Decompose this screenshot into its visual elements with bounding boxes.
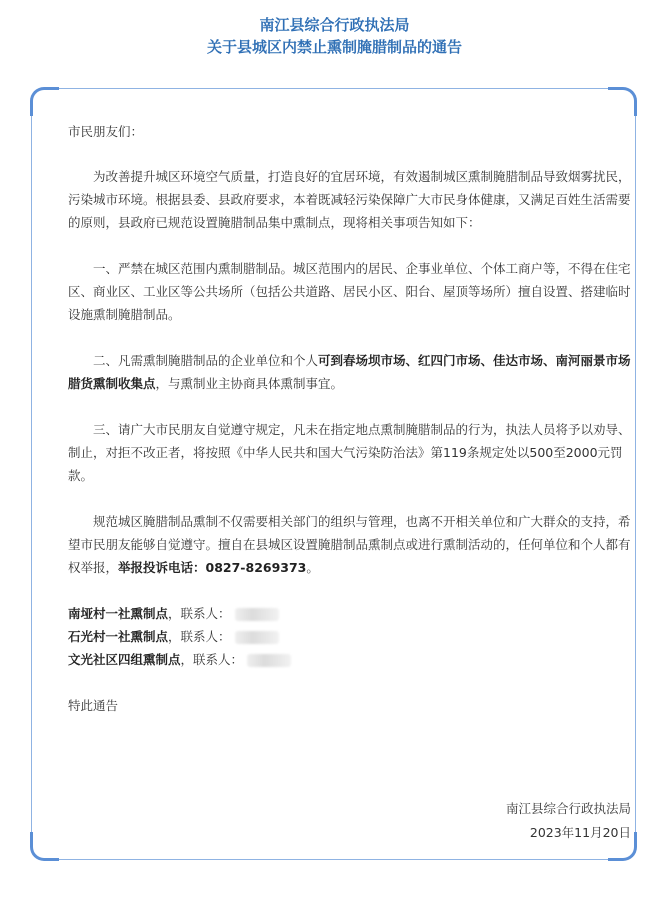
redacted-contact [235, 631, 279, 644]
redacted-contact [247, 654, 291, 667]
frame-corner-top-left [30, 87, 59, 116]
intro-text: 为改善提升城区环境空气质量，打造良好的宜居环境，有效遏制城区熏制腌腊制品导致烟雾扰民，污染城市环境。根据县委、县政府要求，本着既减轻污染保障广大市民身体健康，又满足百姓生活需要的原则，县政府已规范设置腌腊制品集中熏制点，现将相关事项告知如下： [68, 169, 631, 230]
item-1-text: 一、严禁在城区范围内熏制腊制品。城区范围内的居民、企事业单位、个体工商户等，不得在住宅区、商业区、工业区等公共场所（包括公共道路、居民小区、阳台、屋顶等场所）擅自设置、搭建临时设施熏制腌腊制品。 [68, 261, 631, 322]
notice-title: 关于县城区内禁止熏制腌腊制品的通告 [206, 38, 462, 56]
frame-corner-top-right [608, 87, 637, 116]
notice-body [68, 120, 638, 717]
notice-header [0, 14, 669, 58]
intro-paragraph [68, 165, 638, 234]
signature-agency: 南江县综合行政执法局 [505, 801, 631, 816]
support-pre: 规范城区腌腊制品熏制不仅需要相关部门的组织与管理，也离不开相关单位和广大群众的支持，希望市民朋友能够自觉遵守。擅自在县城区设置腌腊制品熏制点或进行熏制活动的，任何单位和个人都有权举报， [68, 514, 631, 575]
agency-name: 南江县综合行政执法局 [259, 16, 410, 34]
report-hotline: 举报投诉电话：0827-8269373 [118, 560, 307, 575]
point-name: 文光社区四组熏制点 [68, 652, 181, 667]
salutation: 市民朋友们： [68, 124, 144, 139]
redacted-contact [235, 608, 279, 621]
support-post: 。 [306, 560, 319, 575]
point-row [68, 602, 638, 625]
item-2-text [68, 349, 638, 395]
point-contact-label: ，联系人： [168, 606, 231, 621]
point-name: 石光村一社熏制点 [68, 629, 169, 644]
signature-date: 2023年11月20日 [529, 825, 631, 840]
item-2-post: ，与熏制业主协商具体熏制事宜。 [155, 376, 344, 391]
support-text [68, 510, 638, 579]
closing-line: 特此通告 [68, 698, 119, 713]
collection-points-bold: 可到春场坝市场、红四门市场、佳达市场、南河丽景市场腊货熏制收集点 [68, 353, 631, 391]
point-row [68, 648, 638, 671]
frame-corner-bottom-left [30, 832, 59, 861]
point-contact-label: ，联系人： [180, 652, 244, 667]
point-name: 南垭村一社熏制点 [68, 606, 169, 621]
item-2-pre: 二、凡需熏制腌腊制品的企业单位和个人 [93, 353, 319, 368]
item-2-paragraph [68, 349, 638, 395]
signature-block [506, 797, 631, 845]
smoking-points-list [68, 602, 638, 671]
item-1-paragraph [68, 257, 638, 326]
item-3-text: 三、请广大市民朋友自觉遵守规定，凡未在指定地点熏制腌腊制品的行为，执法人员将予以劝导、制止，对拒不改正者，将按照《中华人民共和国大气污染防治法》第119条规定处以500至2000元罚款。 [68, 422, 631, 483]
support-paragraph [68, 510, 638, 579]
point-contact-label: ，联系人： [168, 629, 231, 644]
item-3-paragraph [68, 418, 638, 487]
point-row [68, 625, 638, 648]
